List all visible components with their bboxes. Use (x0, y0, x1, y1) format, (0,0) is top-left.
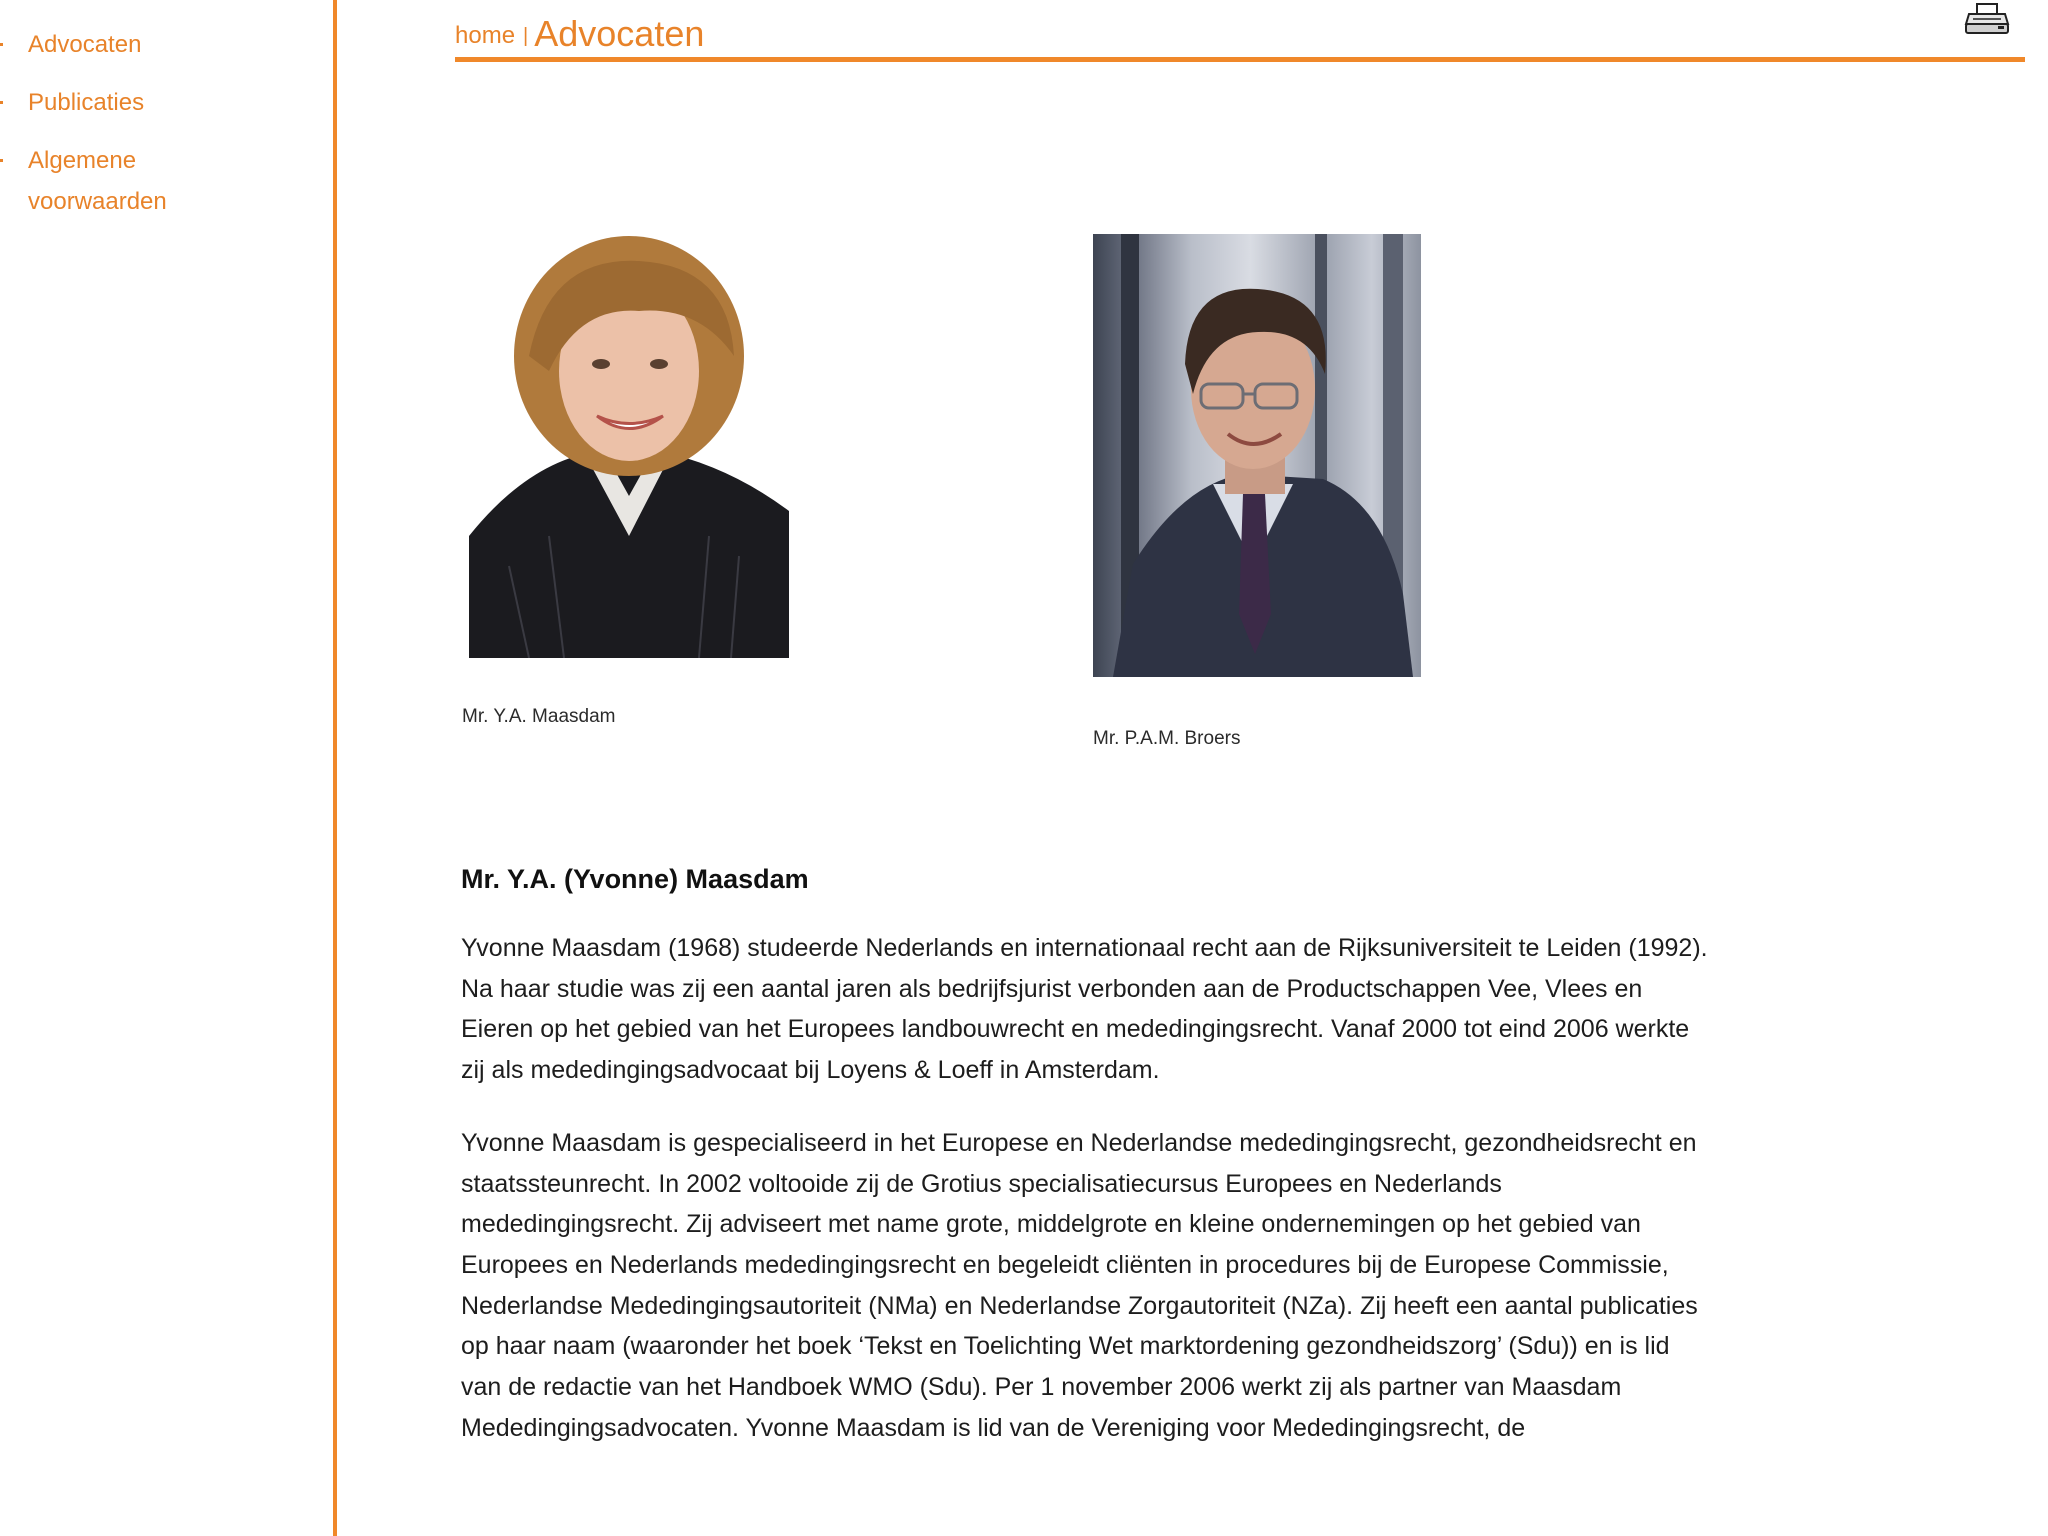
bullet-icon (0, 43, 3, 46)
bullet-icon (0, 159, 3, 162)
sidebar-divider (333, 0, 337, 1536)
article (461, 858, 1711, 1480)
portrait-photo (469, 236, 789, 658)
article-paragraph: Yvonne Maasdam is gespecialiseerd in het Europese en Nederlandse mededingingsrecht, gezondheidsrecht en staatssteunrecht. In 2002 voltooide zij de Grotius specialisatiecursus Europees en Nederlands mededingingsrecht. Zij adviseert met name grote, middelgrote en kleine ondernemingen op het gebied van Europees en Nederlands mededingingsrecht en begeleidt cliënten in procedures bij de Europese Commissie, Nederlandse Mededingingsautoriteit (NMa) en Nederlandse Zorgautoriteit (NZa). Zij heeft een aantal publicaties op haar naam (waaronder het boek ‘Tekst en Toelichting Wet marktordening gezondheidszorg’ (Sdu)) en is lid van de redactie van het Handboek WMO (Sdu). Per 1 november 2006 werkt zij als partner van Maasdam Mededingingsadvocaten. Yvonne Maasdam is lid van de Vereniging voor Mededingingsrecht, de (461, 1128, 1698, 1442)
profile-maasdam (462, 236, 789, 727)
page-title: Advocaten (534, 13, 705, 54)
breadcrumb-separator: | (523, 25, 529, 47)
sidebar-item-publicaties[interactable] (0, 82, 320, 123)
print-button[interactable] (1964, 2, 2010, 36)
sidebar-item-label: Publicaties (28, 89, 145, 116)
sidebar (0, 0, 334, 1536)
sidebar-item-label: Advocaten (28, 31, 142, 58)
printer-icon (1964, 2, 2010, 36)
breadcrumb (455, 0, 704, 56)
profile-broers (1093, 234, 1421, 749)
sidebar-item-advocaten[interactable] (0, 24, 320, 65)
article-title: Mr. Y.A. (Yvonne) Maasdam (461, 864, 809, 894)
profile-caption: Mr. Y.A. Maasdam (462, 706, 616, 727)
portrait-photo (1093, 234, 1421, 677)
profile-caption: Mr. P.A.M. Broers (1093, 728, 1241, 749)
sidebar-item-label: Algemene voorwaarden (28, 147, 167, 215)
header-divider (455, 57, 2025, 62)
sidebar-nav (0, 24, 320, 239)
breadcrumb-home-link[interactable]: home (455, 22, 516, 49)
bullet-icon (0, 101, 3, 104)
sidebar-item-algemene-voorwaarden[interactable] (0, 140, 320, 222)
article-paragraph: Yvonne Maasdam (1968) studeerde Nederlands en internationaal recht aan de Rijksuniversiteit te Leiden (1992). Na haar studie was zij een aantal jaren als bedrijfsjurist verbonden aan de Productschappen Vee, Vlees en Eieren op het gebied van het Europees landbouwrecht en mededingingsrecht. Vanaf 2000 tot eind 2006 werkte zij als mededingingsadvocaat bij Loyens & Loeff in Amsterdam. (461, 934, 1708, 1085)
